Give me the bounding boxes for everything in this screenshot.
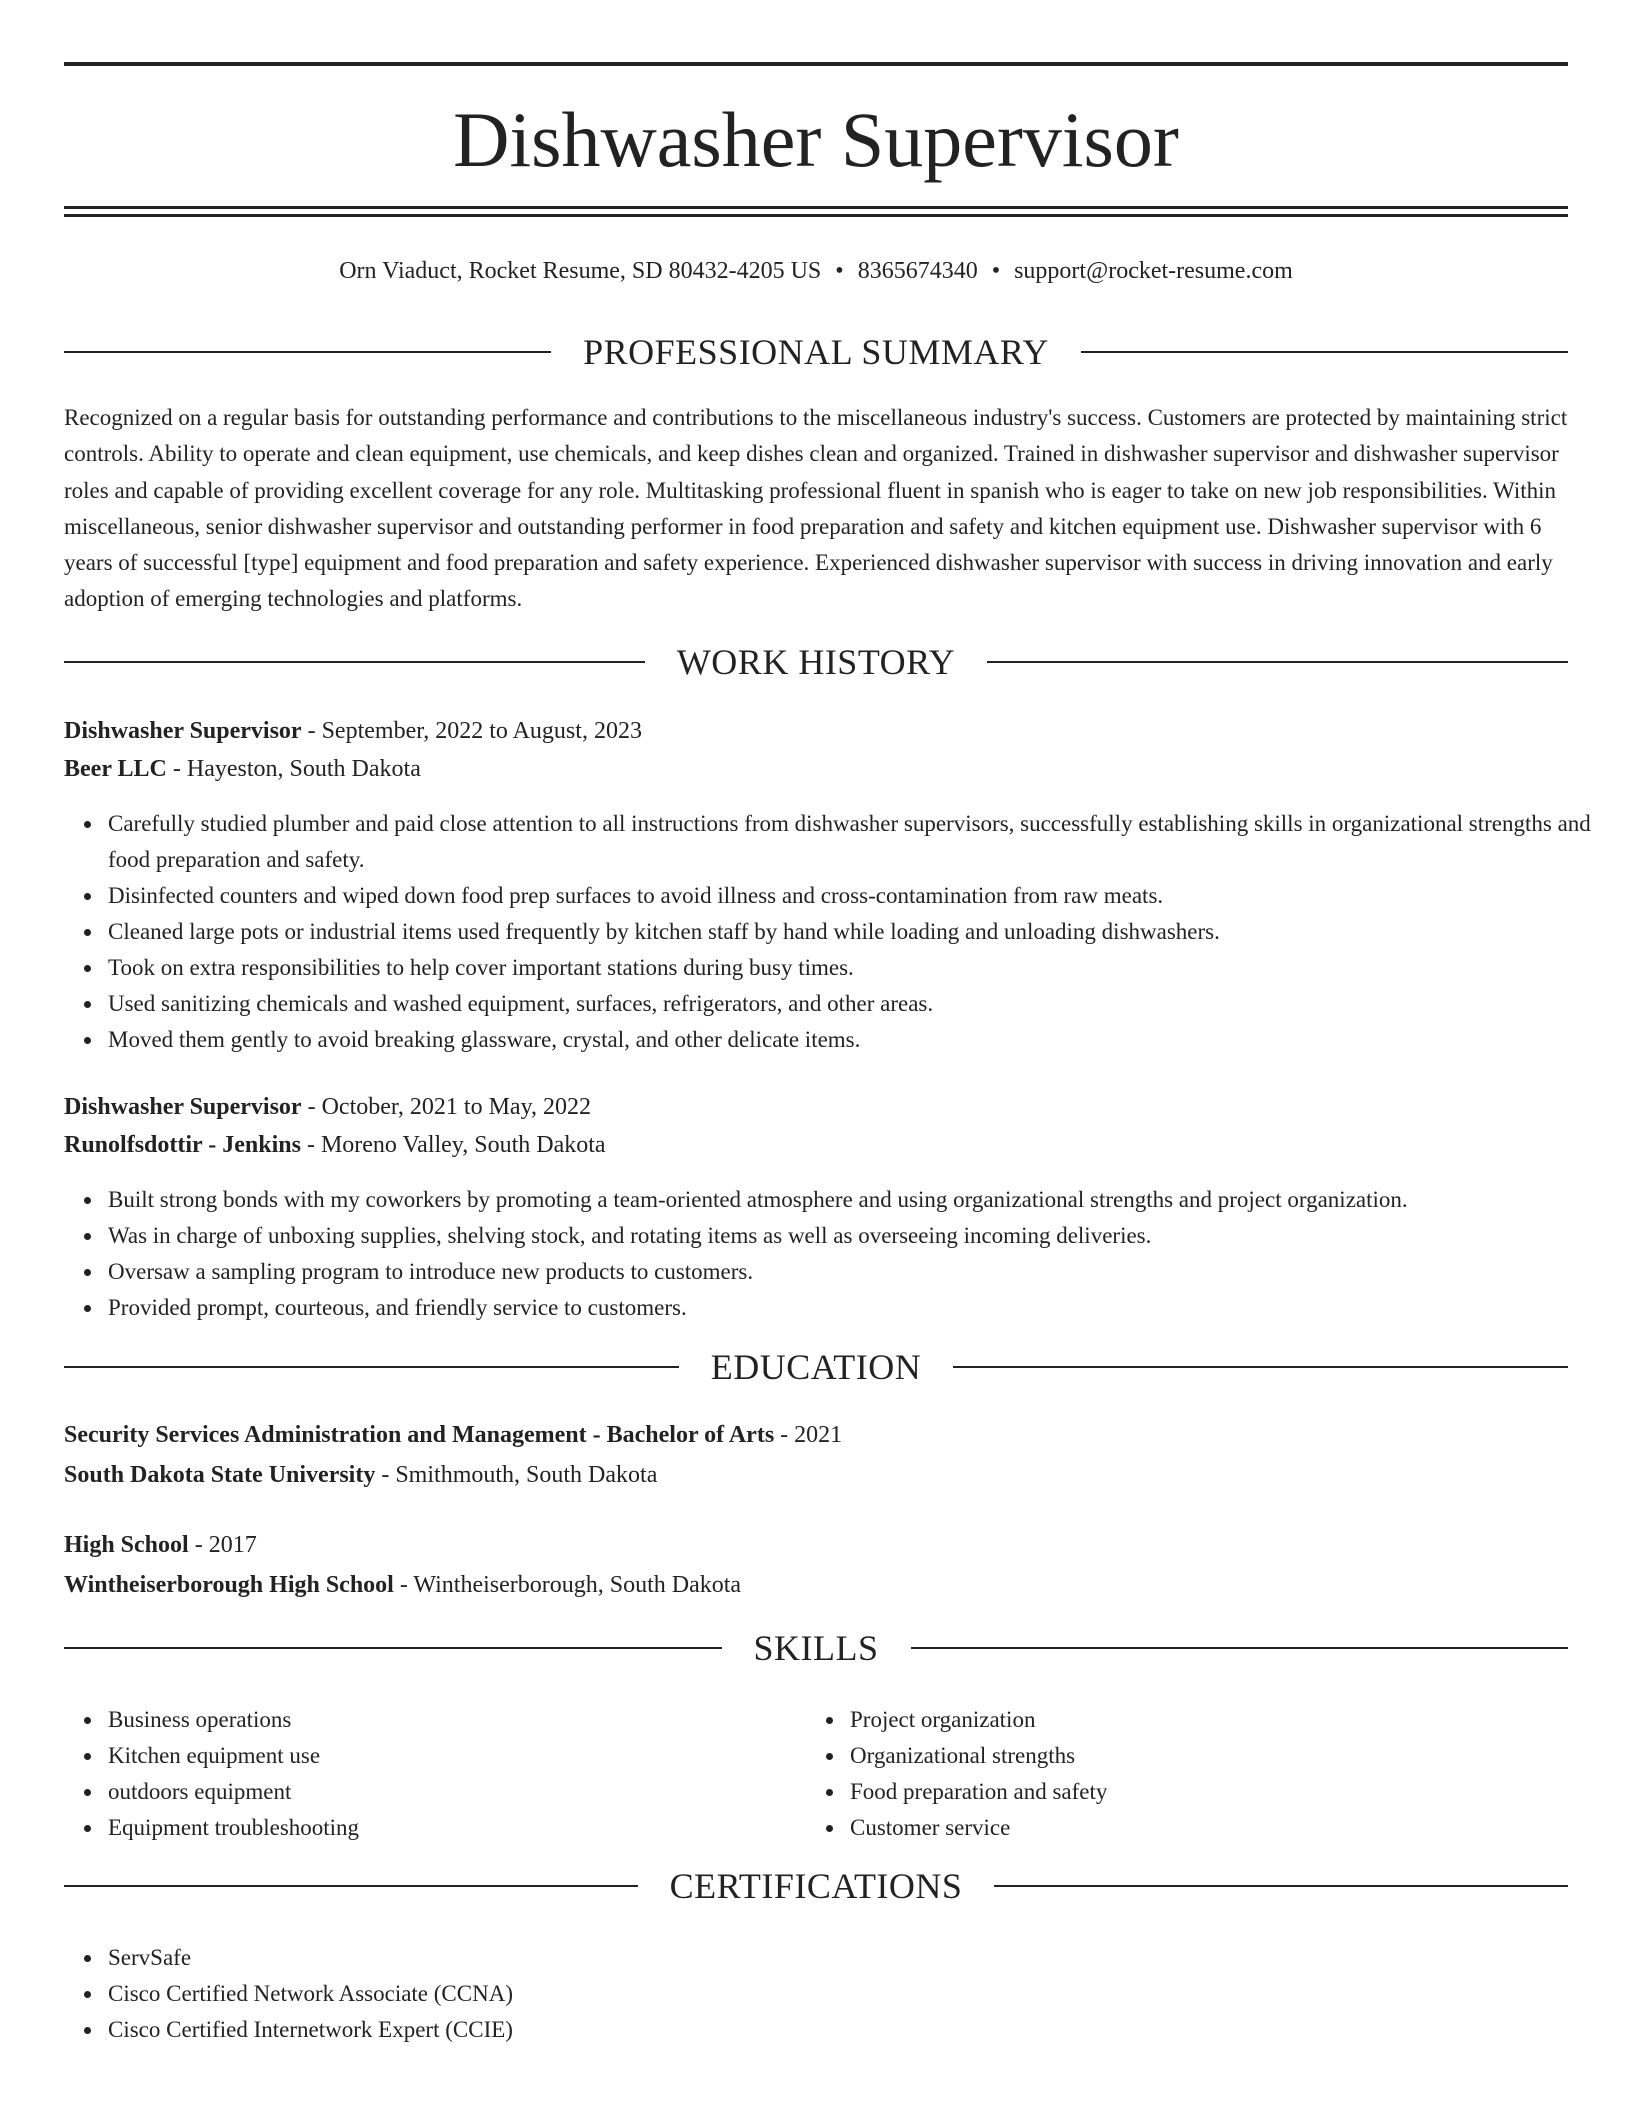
list-item: Carefully studied plumber and paid close attention to all instructions from dishwasher supervisors, successfully establishing skills in organizational strengths and food preparation and safety. (108, 806, 1612, 878)
education-1-location: - Smithmouth, South Dakota (375, 1462, 658, 1488)
heading-rule-left (64, 351, 551, 353)
job-1-location: - Hayeston, South Dakota (166, 756, 421, 782)
job-1-company-line (64, 752, 1568, 786)
list-item: Disinfected counters and wiped down food prep surfaces to avoid illness and cross-contamination from raw meats. (108, 878, 1612, 914)
job-2-bullets (64, 1182, 1612, 1326)
heading-rule-left (64, 1885, 638, 1887)
education-2-year: - 2017 (188, 1532, 257, 1558)
education-2-location: - Wintheiserborough, South Dakota (393, 1572, 742, 1598)
job-2-company: Runolfsdottir - Jenkins (64, 1132, 301, 1158)
heading-rule-left (64, 1647, 722, 1649)
list-item: Business operations (108, 1702, 1612, 1738)
list-item: Moved them gently to avoid breaking glassware, crystal, and other delicate items. (108, 1022, 1612, 1058)
list-item: Food preparation and safety (850, 1774, 1632, 1810)
list-item: Organizational strengths (850, 1738, 1632, 1774)
heading-rule-left (64, 1366, 679, 1368)
list-item: Used sanitizing chemicals and washed equipment, surfaces, refrigerators, and other areas. (108, 986, 1612, 1022)
contact-line (64, 254, 1568, 288)
education-1-school: South Dakota State University (64, 1462, 376, 1488)
skills-heading-title: SKILLS (753, 1628, 879, 1668)
header-bottom-rule-1 (64, 206, 1568, 209)
summary-text: Recognized on a regular basis for outstanding performance and contributions to the miscellaneous industry's success. Customers are protected by maintaining strict controls. Ability to operate and clean equipment, use chemicals, and keep dishes clean and organized. Trained in dishwasher supervisor and dishwasher supervisor roles and capable of providing excellent coverage for any role. Multitasking professional fluent in spanish who is eager to take on new job responsibilities. Within miscellaneous, senior dishwasher supervisor and outstanding performer in food preparation and safety and kitchen equipment use. Dishwasher supervisor with 6 years of successful [type] equipment and food preparation and safety experience. Experienced dishwasher supervisor with success in driving innovation and early adoption of emerging technologies and platforms. (64, 405, 1568, 612)
contact-phone: 8365674340 (857, 258, 978, 284)
list-item: ServSafe (108, 1940, 1612, 1976)
education-1-school-line (64, 1458, 1568, 1492)
job-2-company-line (64, 1128, 1568, 1162)
list-item: Provided prompt, courteous, and friendly service to customers. (108, 1290, 1612, 1326)
heading-rule-right (911, 1647, 1569, 1649)
contact-separator: • (991, 258, 1001, 284)
education-1-degree: Security Services Administration and Management - Bachelor of Arts (64, 1422, 775, 1448)
heading-rule-left (64, 661, 645, 663)
heading-rule-right (994, 1885, 1568, 1887)
list-item: Cisco Certified Internetwork Expert (CCIE) (108, 2012, 1612, 2048)
certifications-heading-title: CERTIFICATIONS (669, 1866, 963, 1906)
education-1-year: - 2021 (774, 1422, 843, 1448)
education-2-degree-line (64, 1528, 1568, 1562)
education-2-school: Wintheiserborough High School (64, 1572, 394, 1598)
education-2-degree: High School (64, 1532, 189, 1558)
job-2-location: - Moreno Valley, South Dakota (300, 1132, 606, 1158)
job-1-role: Dishwasher Supervisor (64, 718, 302, 744)
summary-heading (64, 330, 1568, 374)
list-item: Took on extra responsibilities to help cover important stations during busy times. (108, 950, 1612, 986)
list-item: Cleaned large pots or industrial items used frequently by kitchen staff by hand while loading and unloading dishwashers. (108, 914, 1612, 950)
contact-email: support@rocket-resume.com (1014, 258, 1293, 284)
list-item: Customer service (850, 1810, 1632, 1846)
skills-heading (64, 1626, 1568, 1670)
job-1-bullets (64, 806, 1612, 1058)
certifications-list (64, 1940, 1612, 2048)
job-1-dates: - September, 2022 to August, 2023 (301, 718, 642, 744)
contact-separator: • (835, 258, 844, 284)
work-history-heading-title: WORK HISTORY (676, 642, 956, 682)
job-2-title-line (64, 1090, 1568, 1124)
education-heading (64, 1345, 1568, 1389)
job-1-company: Beer LLC (64, 756, 167, 782)
list-item: Oversaw a sampling program to introduce new products to customers. (108, 1254, 1612, 1290)
certifications-heading (64, 1864, 1568, 1908)
list-item: Was in charge of unboxing supplies, shelving stock, and rotating items as well as overseeing incoming deliveries. (108, 1218, 1612, 1254)
education-2-school-line (64, 1568, 1568, 1602)
list-item: outdoors equipment (108, 1774, 1612, 1810)
list-item: Equipment troubleshooting (108, 1810, 1612, 1846)
job-2-dates: - October, 2021 to May, 2022 (301, 1094, 592, 1120)
list-item: Project organization (850, 1702, 1632, 1738)
education-heading-title: EDUCATION (710, 1347, 922, 1387)
header-bottom-rule-2 (64, 214, 1568, 217)
job-2-role: Dishwasher Supervisor (64, 1094, 302, 1120)
resume-title: Dishwasher Supervisor (453, 96, 1179, 183)
summary-heading-title: PROFESSIONAL SUMMARY (583, 332, 1049, 372)
list-item: Built strong bonds with my coworkers by promoting a team-oriented atmosphere and using organizational strengths and project organization. (108, 1182, 1612, 1218)
skills-list-right (806, 1702, 1632, 1846)
heading-rule-right (953, 1366, 1568, 1368)
heading-rule-right (987, 661, 1568, 663)
education-1-degree-line (64, 1418, 1568, 1452)
heading-rule-right (1081, 351, 1568, 353)
work-history-heading (64, 640, 1568, 684)
list-item: Cisco Certified Network Associate (CCNA) (108, 1976, 1612, 2012)
job-1-title-line (64, 714, 1568, 748)
header-top-rule (64, 62, 1568, 66)
list-item: Kitchen equipment use (108, 1738, 1612, 1774)
contact-address: Orn Viaduct, Rocket Resume, SD 80432-4205 US (339, 258, 822, 284)
